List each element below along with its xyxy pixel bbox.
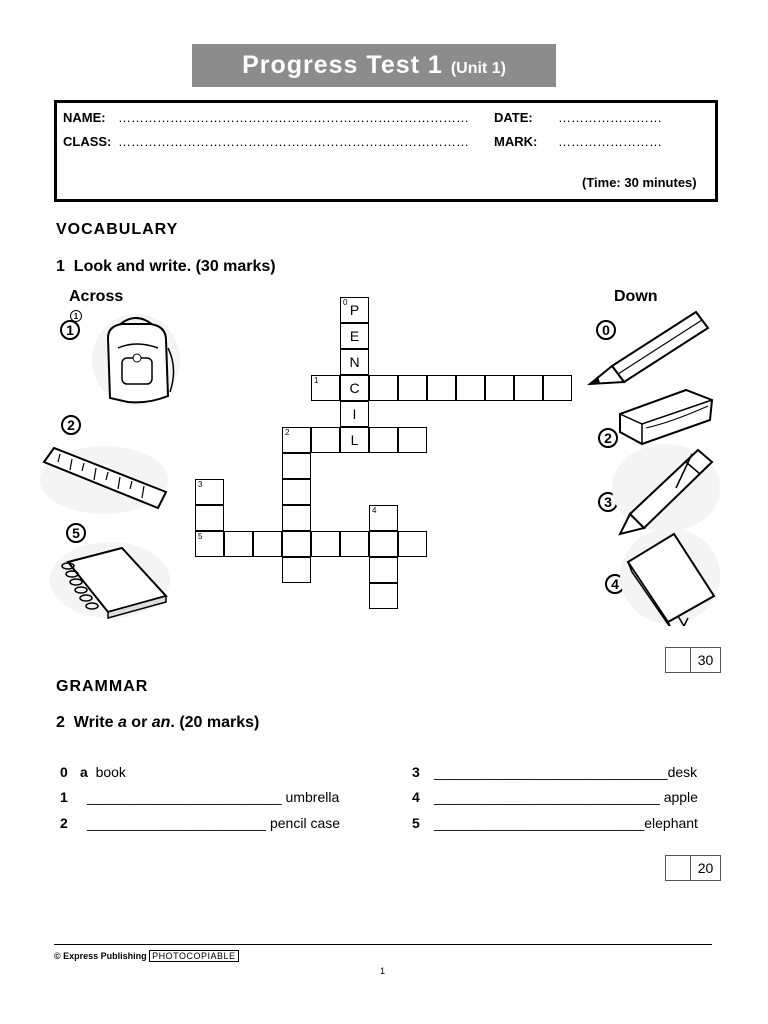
question-2-text: Write (73, 714, 118, 731)
question-2-number: 2 (56, 714, 65, 731)
crossword-cell[interactable] (195, 531, 224, 557)
crossword-cell[interactable] (456, 375, 485, 401)
crossword-letter: C (349, 380, 360, 396)
question-2-title (56, 714, 259, 732)
crossword-cell[interactable] (224, 531, 253, 557)
crossword-cell[interactable] (398, 375, 427, 401)
crossword-cell[interactable] (253, 531, 282, 557)
picture-number-bag: 1 (60, 320, 80, 340)
picture-number-eraser: 2 (598, 428, 618, 448)
date-label: DATE: (494, 110, 533, 125)
crossword-cell[interactable] (369, 375, 398, 401)
crossword-clue-number: 2 (285, 428, 290, 437)
question-1-number: 1 (56, 258, 65, 275)
vocabulary-score-box (665, 647, 721, 673)
page-title: Progress Test 1 (242, 51, 443, 79)
across-label: Across (69, 288, 124, 305)
down-label: Down (614, 288, 658, 305)
crossword-cell[interactable] (282, 531, 311, 557)
photocopiable-badge: PHOTOCOPIABLE (149, 950, 238, 962)
pencil-picture (584, 306, 714, 388)
crossword-cell[interactable] (282, 505, 311, 531)
crossword-cell[interactable] (398, 427, 427, 453)
question-1-title (56, 258, 276, 276)
page-number: 1 (380, 966, 386, 976)
grammar-item-number: 5 (412, 815, 420, 831)
book-picture (618, 526, 722, 626)
crossword-clue-number: 1 (314, 376, 319, 385)
grammar-item-example: a book (80, 764, 126, 780)
class-field[interactable]: ……………………………………………………………………… (118, 134, 469, 149)
crossword-cell[interactable] (195, 479, 224, 505)
crossword-letter: L (350, 432, 359, 448)
date-field[interactable]: …………………… (558, 110, 662, 125)
question-1-text: Look and write. (30 marks) (73, 258, 276, 275)
crossword-letter: E (349, 328, 360, 344)
crossword-letter: N (349, 354, 360, 370)
crossword-cell[interactable] (369, 557, 398, 583)
crossword-cell[interactable] (340, 349, 369, 375)
grammar-item-answer[interactable]: _______________________ pencil case (87, 815, 341, 831)
grammar-item-answer[interactable]: _________________________ umbrella (87, 789, 340, 805)
grammar-item-answer[interactable]: ___________________________elephant (434, 815, 698, 831)
grammar-item-number: 1 (60, 789, 68, 805)
score-entry[interactable] (666, 648, 691, 672)
grammar-item-number: 2 (60, 815, 68, 831)
crossword-clue-number: 3 (198, 480, 203, 489)
picture-number-pen: 3 (598, 492, 618, 512)
crossword-cell[interactable] (340, 323, 369, 349)
crossword-cell[interactable] (340, 375, 369, 401)
grammar-item-number: 0 (60, 764, 68, 780)
pen-picture (610, 440, 720, 536)
picture-number-small: 1 (70, 310, 82, 322)
crossword-cell[interactable] (282, 479, 311, 505)
mark-field[interactable]: …………………… (558, 134, 662, 149)
question-2-or: or (126, 714, 152, 731)
grammar-heading: GRAMMAR (56, 678, 149, 695)
crossword-clue-number: 0 (343, 298, 348, 307)
question-2-marks: . (20 marks) (170, 714, 260, 731)
title-banner (192, 44, 556, 87)
crossword-cell[interactable] (514, 375, 543, 401)
crossword-letter: I (352, 406, 357, 422)
crossword-cell[interactable] (398, 531, 427, 557)
grammar-item-answer[interactable]: _____________________________ apple (434, 789, 698, 805)
crossword-clue-number: 5 (198, 532, 203, 541)
mark-label: MARK: (494, 134, 538, 149)
time-label: (Time: 30 minutes) (582, 175, 697, 190)
grammar-score-box (665, 855, 721, 881)
crossword-cell[interactable] (282, 557, 311, 583)
publisher-text: © Express Publishing (54, 951, 147, 961)
crossword-cell[interactable] (195, 505, 224, 531)
crossword-cell[interactable] (369, 427, 398, 453)
crossword-cell[interactable] (282, 427, 311, 453)
crossword-cell[interactable] (340, 531, 369, 557)
crossword-cell[interactable] (369, 531, 398, 557)
unit-label: (Unit 1) (450, 59, 506, 77)
picture-number-pencil: 0 (596, 320, 616, 340)
question-2-a: a (117, 714, 127, 731)
grammar-max-score: 20 (697, 860, 714, 876)
vocabulary-max-score: 30 (697, 652, 714, 668)
crossword-cell[interactable] (282, 453, 311, 479)
crossword-letter: P (349, 302, 360, 318)
crossword-cell[interactable] (427, 375, 456, 401)
grammar-item-number: 3 (412, 764, 420, 780)
name-field[interactable]: ……………………………………………………………………… (118, 110, 469, 125)
picture-number-book: 4 (605, 574, 625, 594)
class-label: CLASS: (63, 134, 112, 149)
crossword-cell[interactable] (485, 375, 514, 401)
crossword-cell[interactable] (369, 583, 398, 609)
picture-number-ruler: 2 (61, 415, 81, 435)
footer-divider (54, 944, 712, 945)
crossword-cell[interactable] (340, 297, 369, 323)
crossword-cell[interactable] (311, 427, 340, 453)
footer-publisher (54, 951, 239, 961)
grammar-item-number: 4 (412, 789, 420, 805)
notebook-picture (48, 540, 172, 620)
vocabulary-heading: VOCABULARY (56, 221, 179, 238)
crossword-cell[interactable] (340, 427, 369, 453)
backpack-picture (88, 308, 182, 408)
crossword-cell[interactable] (311, 375, 340, 401)
picture-number-notebook: 5 (66, 523, 86, 543)
name-label: NAME: (63, 110, 106, 125)
crossword-cell[interactable] (543, 375, 572, 401)
crossword-clue-number: 4 (372, 506, 377, 515)
crossword-cell[interactable] (311, 531, 340, 557)
crossword-cell[interactable] (340, 401, 369, 427)
question-2-an: an (151, 714, 171, 731)
grammar-item-answer[interactable]: ______________________________desk (434, 764, 698, 780)
score-entry[interactable] (666, 856, 691, 880)
ruler-picture (38, 440, 170, 518)
crossword-cell[interactable] (369, 505, 398, 531)
